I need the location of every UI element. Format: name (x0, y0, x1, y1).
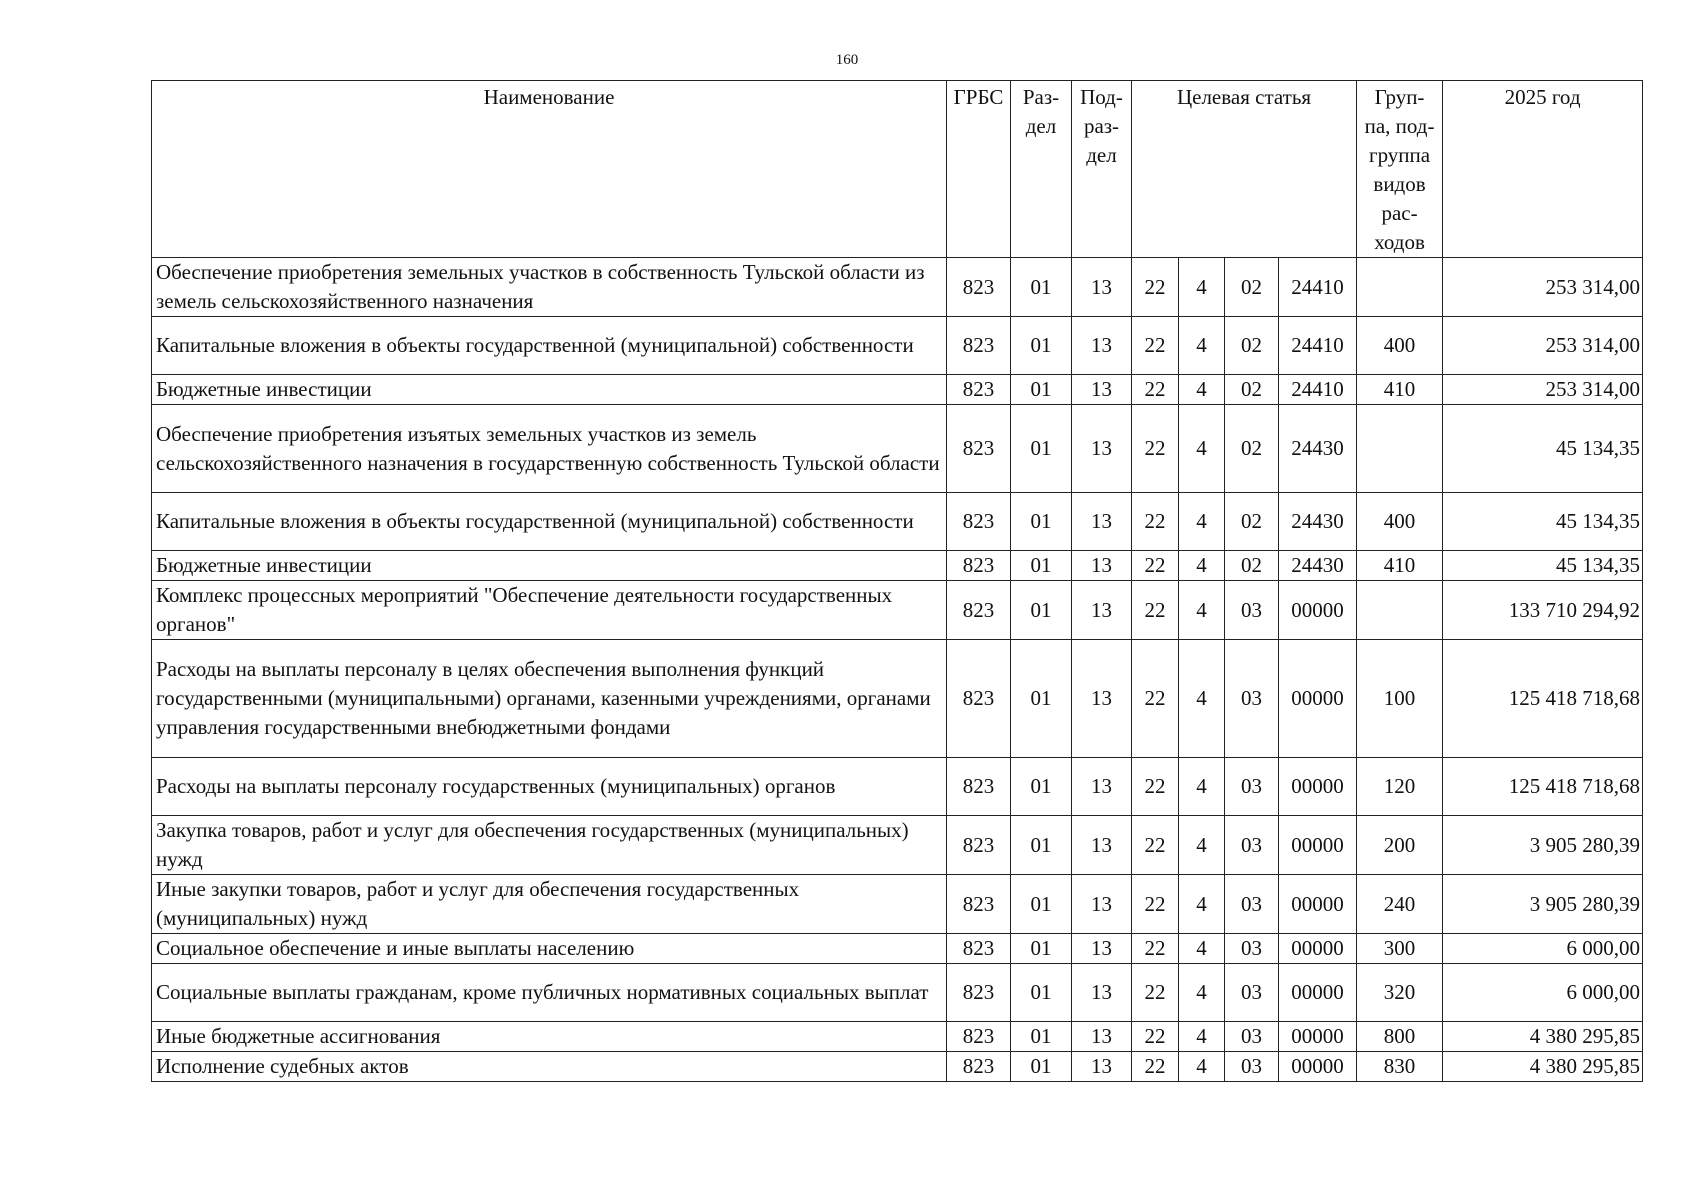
cell-name: Обеспечение приобретения изъятых земельных участков из земель сельскохозяйственного назначения в государственную собственность Тульской области (152, 405, 947, 493)
cell-name: Капитальные вложения в объекты государственной (муниципальной) собственности (152, 493, 947, 551)
cell-target-complex: 02 (1225, 551, 1279, 581)
cell-grbs: 823 (947, 758, 1011, 816)
cell-target-code: 00000 (1279, 934, 1357, 964)
cell-expense-type: 300 (1357, 934, 1443, 964)
cell-grbs: 823 (947, 258, 1011, 317)
table-row (152, 375, 1643, 405)
cell-name: Обеспечение приобретения земельных участков в собственность Тульской области из земель сельскохозяйственного назначения (152, 258, 947, 317)
budget-table (151, 80, 1643, 1082)
cell-target-type: 4 (1179, 551, 1225, 581)
cell-amount-2025: 125 418 718,68 (1443, 758, 1643, 816)
cell-name: Иные закупки товаров, работ и услуг для обеспечения государственных (муниципальных) нужд (152, 875, 947, 934)
cell-target-program: 22 (1132, 493, 1179, 551)
cell-amount-2025: 3 905 280,39 (1443, 875, 1643, 934)
cell-expense-type (1357, 258, 1443, 317)
cell-name: Расходы на выплаты персоналу государственных (муниципальных) органов (152, 758, 947, 816)
cell-target-complex: 02 (1225, 317, 1279, 375)
cell-name: Капитальные вложения в объекты государственной (муниципальной) собственности (152, 317, 947, 375)
cell-target-program: 22 (1132, 317, 1179, 375)
cell-target-type: 4 (1179, 317, 1225, 375)
table-row (152, 875, 1643, 934)
cell-target-type: 4 (1179, 1022, 1225, 1052)
table-row (152, 493, 1643, 551)
cell-target-code: 00000 (1279, 640, 1357, 758)
cell-grbs: 823 (947, 405, 1011, 493)
cell-target-code: 24430 (1279, 405, 1357, 493)
cell-name: Социальное обеспечение и иные выплаты населению (152, 934, 947, 964)
cell-expense-type: 830 (1357, 1052, 1443, 1082)
table-row (152, 317, 1643, 375)
cell-target-complex: 02 (1225, 258, 1279, 317)
cell-target-type: 4 (1179, 493, 1225, 551)
table-row (152, 816, 1643, 875)
cell-target-type: 4 (1179, 758, 1225, 816)
cell-expense-type: 800 (1357, 1022, 1443, 1052)
cell-razdel: 01 (1011, 258, 1072, 317)
table-row (152, 1052, 1643, 1082)
cell-target-program: 22 (1132, 964, 1179, 1022)
cell-grbs: 823 (947, 1022, 1011, 1052)
cell-amount-2025: 253 314,00 (1443, 317, 1643, 375)
cell-target-code: 00000 (1279, 964, 1357, 1022)
cell-expense-type (1357, 581, 1443, 640)
cell-razdel: 01 (1011, 375, 1072, 405)
cell-podrazdel: 13 (1072, 551, 1132, 581)
cell-target-code: 00000 (1279, 581, 1357, 640)
cell-expense-type: 240 (1357, 875, 1443, 934)
cell-target-type: 4 (1179, 934, 1225, 964)
cell-name: Иные бюджетные ассигнования (152, 1022, 947, 1052)
cell-grbs: 823 (947, 934, 1011, 964)
cell-razdel: 01 (1011, 640, 1072, 758)
cell-amount-2025: 3 905 280,39 (1443, 816, 1643, 875)
cell-target-program: 22 (1132, 934, 1179, 964)
cell-target-complex: 03 (1225, 875, 1279, 934)
cell-target-code: 24410 (1279, 317, 1357, 375)
cell-amount-2025: 6 000,00 (1443, 964, 1643, 1022)
cell-target-code: 24430 (1279, 493, 1357, 551)
cell-target-program: 22 (1132, 375, 1179, 405)
header-target-article: Целевая статья (1132, 81, 1357, 258)
cell-razdel: 01 (1011, 581, 1072, 640)
cell-target-code: 00000 (1279, 1022, 1357, 1052)
table-row (152, 258, 1643, 317)
cell-target-type: 4 (1179, 258, 1225, 317)
cell-target-type: 4 (1179, 964, 1225, 1022)
cell-amount-2025: 4 380 295,85 (1443, 1022, 1643, 1052)
cell-expense-type: 200 (1357, 816, 1443, 875)
cell-target-complex: 03 (1225, 640, 1279, 758)
cell-target-type: 4 (1179, 581, 1225, 640)
cell-podrazdel: 13 (1072, 875, 1132, 934)
cell-grbs: 823 (947, 581, 1011, 640)
cell-name: Исполнение судебных актов (152, 1052, 947, 1082)
cell-target-complex: 02 (1225, 405, 1279, 493)
cell-target-code: 00000 (1279, 816, 1357, 875)
cell-target-code: 00000 (1279, 758, 1357, 816)
cell-razdel: 01 (1011, 1022, 1072, 1052)
cell-expense-type: 400 (1357, 317, 1443, 375)
table-row (152, 1022, 1643, 1052)
cell-name: Расходы на выплаты персоналу в целях обеспечения выполнения функций государственными (муниципальными) органами, казенными учреждениями, органами управления государственными внебюджетными фондами (152, 640, 947, 758)
cell-expense-type: 400 (1357, 493, 1443, 551)
cell-grbs: 823 (947, 816, 1011, 875)
cell-podrazdel: 13 (1072, 934, 1132, 964)
cell-target-type: 4 (1179, 405, 1225, 493)
cell-name: Бюджетные инвестиции (152, 375, 947, 405)
cell-target-code: 00000 (1279, 875, 1357, 934)
cell-target-type: 4 (1179, 875, 1225, 934)
cell-target-program: 22 (1132, 1052, 1179, 1082)
cell-amount-2025: 133 710 294,92 (1443, 581, 1643, 640)
cell-target-complex: 02 (1225, 493, 1279, 551)
page-number: 160 (835, 52, 859, 68)
cell-grbs: 823 (947, 317, 1011, 375)
cell-target-type: 4 (1179, 816, 1225, 875)
header-name: Наименование (152, 81, 947, 258)
cell-razdel: 01 (1011, 816, 1072, 875)
table-row (152, 964, 1643, 1022)
cell-amount-2025: 253 314,00 (1443, 258, 1643, 317)
cell-target-code: 00000 (1279, 1052, 1357, 1082)
cell-name: Закупка товаров, работ и услуг для обеспечения государственных (муниципальных) нужд (152, 816, 947, 875)
cell-amount-2025: 45 134,35 (1443, 551, 1643, 581)
header-razdel: Раз- дел (1011, 81, 1072, 258)
cell-podrazdel: 13 (1072, 375, 1132, 405)
cell-expense-type: 320 (1357, 964, 1443, 1022)
cell-amount-2025: 6 000,00 (1443, 934, 1643, 964)
cell-target-complex: 03 (1225, 816, 1279, 875)
cell-podrazdel: 13 (1072, 317, 1132, 375)
cell-target-program: 22 (1132, 581, 1179, 640)
cell-target-complex: 03 (1225, 1022, 1279, 1052)
cell-expense-type (1357, 405, 1443, 493)
cell-grbs: 823 (947, 875, 1011, 934)
cell-razdel: 01 (1011, 551, 1072, 581)
cell-target-type: 4 (1179, 375, 1225, 405)
cell-podrazdel: 13 (1072, 1052, 1132, 1082)
cell-target-program: 22 (1132, 258, 1179, 317)
cell-target-program: 22 (1132, 758, 1179, 816)
cell-podrazdel: 13 (1072, 758, 1132, 816)
cell-target-complex: 03 (1225, 581, 1279, 640)
table-row (152, 581, 1643, 640)
cell-target-code: 24410 (1279, 375, 1357, 405)
cell-grbs: 823 (947, 640, 1011, 758)
cell-target-program: 22 (1132, 1022, 1179, 1052)
cell-name: Бюджетные инвестиции (152, 551, 947, 581)
cell-razdel: 01 (1011, 758, 1072, 816)
cell-grbs: 823 (947, 551, 1011, 581)
cell-podrazdel: 13 (1072, 964, 1132, 1022)
cell-amount-2025: 125 418 718,68 (1443, 640, 1643, 758)
table-body (152, 258, 1643, 1082)
cell-razdel: 01 (1011, 493, 1072, 551)
cell-razdel: 01 (1011, 875, 1072, 934)
cell-razdel: 01 (1011, 1052, 1072, 1082)
table-header (152, 81, 1643, 258)
cell-expense-type: 120 (1357, 758, 1443, 816)
cell-target-complex: 03 (1225, 934, 1279, 964)
cell-amount-2025: 253 314,00 (1443, 375, 1643, 405)
cell-target-complex: 02 (1225, 375, 1279, 405)
cell-grbs: 823 (947, 375, 1011, 405)
cell-podrazdel: 13 (1072, 258, 1132, 317)
cell-target-type: 4 (1179, 640, 1225, 758)
cell-target-code: 24410 (1279, 258, 1357, 317)
cell-podrazdel: 13 (1072, 405, 1132, 493)
cell-expense-type: 410 (1357, 375, 1443, 405)
cell-podrazdel: 13 (1072, 640, 1132, 758)
cell-podrazdel: 13 (1072, 581, 1132, 640)
cell-target-program: 22 (1132, 640, 1179, 758)
cell-target-program: 22 (1132, 816, 1179, 875)
header-podrazdel: Под- раз- дел (1072, 81, 1132, 258)
cell-grbs: 823 (947, 1052, 1011, 1082)
cell-podrazdel: 13 (1072, 493, 1132, 551)
cell-name: Комплекс процессных мероприятий "Обеспечение деятельности государственных органов" (152, 581, 947, 640)
cell-target-program: 22 (1132, 551, 1179, 581)
cell-target-complex: 03 (1225, 758, 1279, 816)
cell-amount-2025: 45 134,35 (1443, 405, 1643, 493)
table-row (152, 640, 1643, 758)
cell-amount-2025: 45 134,35 (1443, 493, 1643, 551)
header-grbs: ГРБС (947, 81, 1011, 258)
table-row (152, 405, 1643, 493)
cell-razdel: 01 (1011, 405, 1072, 493)
table-row (152, 551, 1643, 581)
cell-target-program: 22 (1132, 405, 1179, 493)
cell-razdel: 01 (1011, 317, 1072, 375)
table-row (152, 758, 1643, 816)
cell-podrazdel: 13 (1072, 1022, 1132, 1052)
cell-target-complex: 03 (1225, 964, 1279, 1022)
cell-target-program: 22 (1132, 875, 1179, 934)
cell-expense-type: 410 (1357, 551, 1443, 581)
cell-amount-2025: 4 380 295,85 (1443, 1052, 1643, 1082)
cell-name: Социальные выплаты гражданам, кроме публичных нормативных социальных выплат (152, 964, 947, 1022)
cell-grbs: 823 (947, 964, 1011, 1022)
header-expense-group: Груп- па, под- группа видов рас- ходов (1357, 81, 1443, 258)
cell-grbs: 823 (947, 493, 1011, 551)
cell-razdel: 01 (1011, 964, 1072, 1022)
cell-podrazdel: 13 (1072, 816, 1132, 875)
cell-expense-type: 100 (1357, 640, 1443, 758)
header-year-2025: 2025 год (1443, 81, 1643, 258)
cell-razdel: 01 (1011, 934, 1072, 964)
table-row (152, 934, 1643, 964)
cell-target-complex: 03 (1225, 1052, 1279, 1082)
cell-target-code: 24430 (1279, 551, 1357, 581)
cell-target-type: 4 (1179, 1052, 1225, 1082)
